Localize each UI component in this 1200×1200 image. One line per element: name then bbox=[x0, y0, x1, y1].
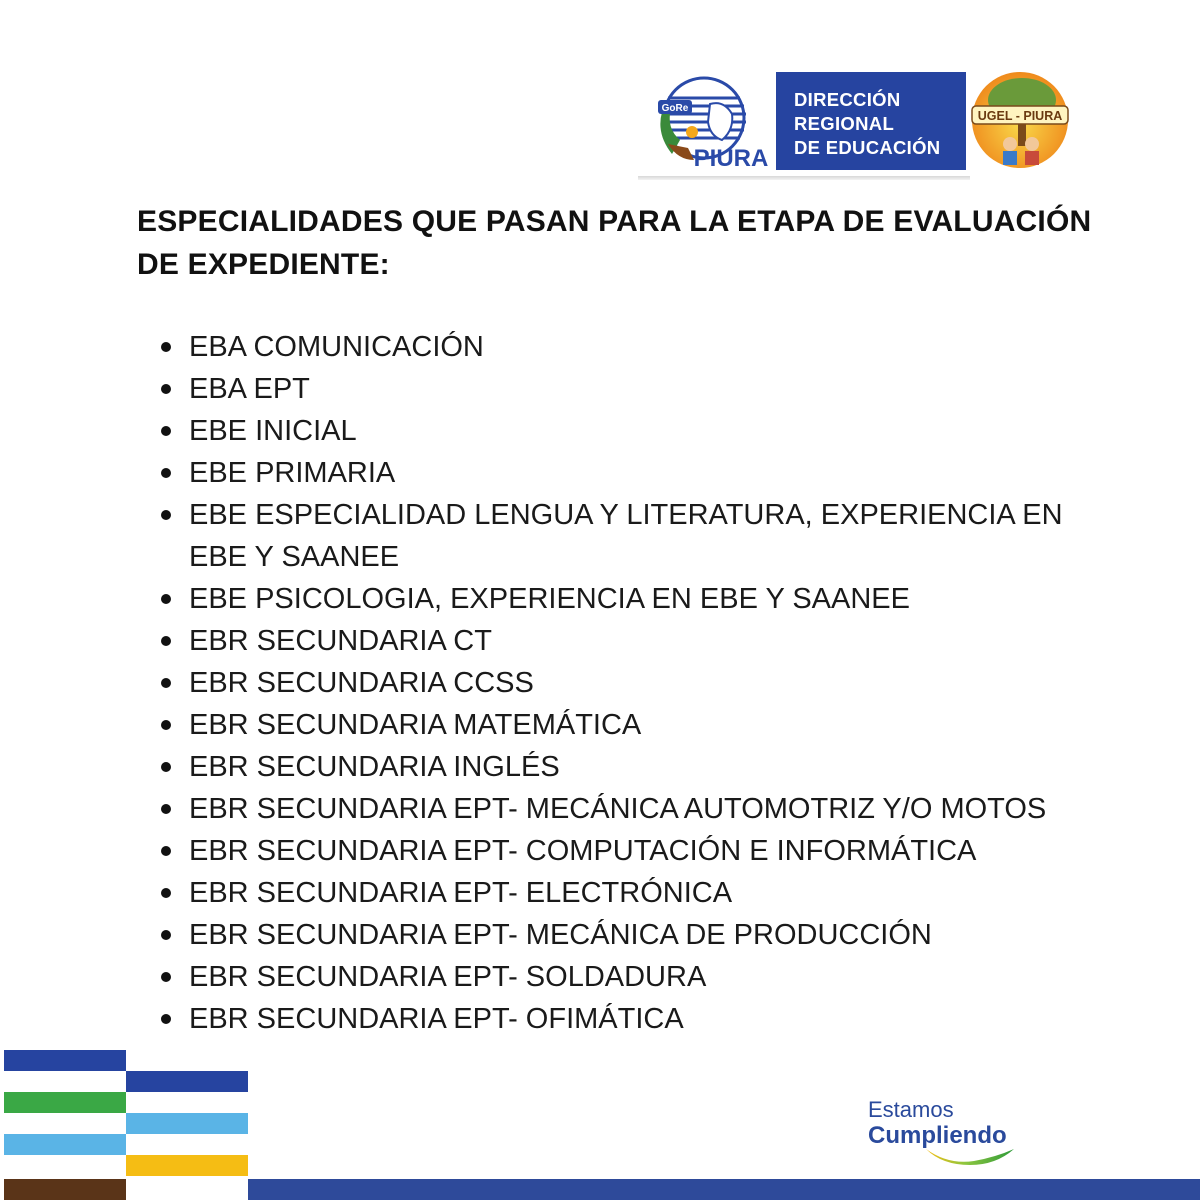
specialties-list bbox=[189, 326, 1089, 1040]
list-item-label: EBR SECUNDARIA CCSS bbox=[189, 667, 534, 699]
page-title: ESPECIALIDADES QUE PASAN PARA LA ETAPA DE EVALUACIÓN DE EXPEDIENTE: bbox=[137, 205, 1092, 281]
gore-piura-logo bbox=[648, 74, 774, 170]
list-item-label: EBR SECUNDARIA EPT- ELECTRÓNICA bbox=[189, 877, 733, 909]
bullet-icon bbox=[161, 636, 171, 646]
list-item bbox=[189, 410, 1089, 452]
list-item bbox=[189, 872, 1089, 914]
list-item-label: EBE PSICOLOGIA, EXPERIENCIA EN EBE Y SAANEE bbox=[189, 583, 910, 615]
ugel-piura-logo bbox=[970, 70, 1070, 172]
list-item bbox=[189, 998, 1089, 1040]
bullet-icon bbox=[161, 510, 171, 520]
slogan-line-1: Estamos bbox=[868, 1097, 954, 1122]
bullet-icon bbox=[161, 804, 171, 814]
bottom-bar bbox=[248, 1179, 1200, 1200]
bullet-icon bbox=[161, 720, 171, 730]
list-item bbox=[189, 914, 1089, 956]
stripe-brown bbox=[4, 1179, 126, 1200]
list-item-label: EBE ESPECIALIDAD LENGUA Y LITERATURA, EXPERIENCIA EN EBE Y SAANEE bbox=[189, 499, 1063, 573]
decorative-stripes bbox=[0, 1050, 250, 1200]
slogan-line-2: Cumpliendo bbox=[868, 1122, 1007, 1149]
bullet-icon bbox=[161, 426, 171, 436]
list-item bbox=[189, 788, 1089, 830]
bullet-icon bbox=[161, 342, 171, 352]
stripe-navy-left bbox=[4, 1050, 126, 1071]
list-item-label: EBR SECUNDARIA EPT- COMPUTACIÓN E INFORMÁTICA bbox=[189, 835, 977, 867]
dre-logo-box bbox=[776, 72, 966, 170]
gore-word-text: PIURA bbox=[693, 145, 769, 170]
list-item bbox=[189, 368, 1089, 410]
list-item bbox=[189, 620, 1089, 662]
list-item-label: EBR SECUNDARIA EPT- MECÁNICA DE PRODUCCIÓN bbox=[189, 919, 932, 951]
list-item bbox=[189, 326, 1089, 368]
bullet-icon bbox=[161, 972, 171, 982]
list-item-label: EBR SECUNDARIA CT bbox=[189, 625, 492, 657]
stripe-navy-right bbox=[126, 1071, 248, 1092]
stripe-light-blue-right bbox=[126, 1113, 248, 1134]
list-item bbox=[189, 662, 1089, 704]
list-item-label: EBR SECUNDARIA MATEMÁTICA bbox=[189, 709, 642, 741]
list-item-label: EBR SECUNDARIA EPT- MECÁNICA AUTOMOTRIZ Y/O MOTOS bbox=[189, 793, 1047, 825]
stripe-green bbox=[4, 1092, 126, 1113]
gore-badge-text: GoRe bbox=[661, 103, 689, 114]
dre-line-1: DIRECCIÓN bbox=[794, 89, 901, 110]
bullet-icon bbox=[161, 678, 171, 688]
list-item-label: EBR SECUNDARIA INGLÉS bbox=[189, 751, 560, 783]
bullet-icon bbox=[161, 888, 171, 898]
bullet-icon bbox=[161, 1014, 171, 1024]
bullet-icon bbox=[161, 468, 171, 478]
list-item-label: EBR SECUNDARIA EPT- SOLDADURA bbox=[189, 961, 707, 993]
bullet-icon bbox=[161, 384, 171, 394]
header-shadow bbox=[638, 176, 970, 180]
list-item-label: EBE INICIAL bbox=[189, 415, 357, 447]
bullet-icon bbox=[161, 762, 171, 772]
ugel-logo-text: UGEL - PIURA bbox=[977, 109, 1063, 123]
list-item bbox=[189, 494, 1089, 578]
dre-line-2: REGIONAL bbox=[794, 113, 895, 134]
list-item bbox=[189, 830, 1089, 872]
header-logos bbox=[638, 70, 1072, 182]
bullet-icon bbox=[161, 846, 171, 856]
list-item-label: EBA COMUNICACIÓN bbox=[189, 331, 484, 363]
slogan-logo bbox=[868, 1097, 1028, 1169]
dre-line-3: DE EDUCACIÓN bbox=[794, 137, 941, 158]
bullet-icon bbox=[161, 594, 171, 604]
bullet-icon bbox=[161, 930, 171, 940]
list-item bbox=[189, 578, 1089, 620]
list-item bbox=[189, 956, 1089, 998]
list-item bbox=[189, 452, 1089, 494]
stripe-yellow bbox=[126, 1155, 248, 1176]
list-item bbox=[189, 746, 1089, 788]
list-item-label: EBE PRIMARIA bbox=[189, 457, 396, 489]
list-item-label: EBA EPT bbox=[189, 373, 310, 405]
list-item-label: EBR SECUNDARIA EPT- OFIMÁTICA bbox=[189, 1003, 684, 1035]
stripe-light-blue-left bbox=[4, 1134, 126, 1155]
swoosh-icon bbox=[924, 1145, 1016, 1167]
list-item bbox=[189, 704, 1089, 746]
